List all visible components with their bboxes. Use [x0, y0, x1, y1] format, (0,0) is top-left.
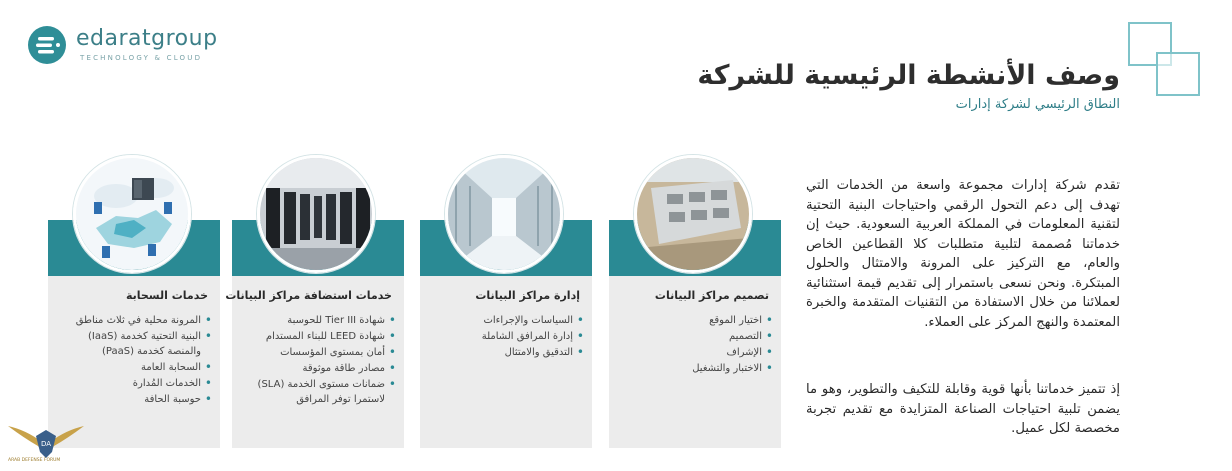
list-item: • السحابة العامة: [52, 360, 212, 375]
page-subtitle: النطاق الرئيسي لشركة إدارات: [955, 97, 1120, 112]
card-bullet-list: [52, 313, 212, 408]
list-item: • اختيار الموقع: [613, 313, 773, 328]
page-title: وصف الأنشطة الرئيسية للشركة: [697, 60, 1120, 91]
card-title: خدمات السحابة: [125, 289, 208, 302]
logo-tagline: TECHNOLOGY & CLOUD: [80, 54, 203, 62]
list-item: • ضمانات مستوى الخدمة (SLA) لاستمرا توفر المرافق: [236, 377, 396, 407]
list-item: • الاختبار والتشغيل: [613, 361, 773, 376]
card-bullet-list: [236, 313, 396, 408]
service-card-design: [609, 155, 781, 448]
watermark-badge: DA: [40, 440, 52, 448]
list-item: • البنية التحتية كخدمة (IaaS) والمنصة كخدمة (PaaS): [52, 329, 212, 359]
list-item: • السياسات والإجراءات: [424, 313, 584, 328]
card-title: خدمات استضافة مراكز البيانات: [225, 289, 392, 302]
decorative-square: [1156, 52, 1200, 96]
card-title: تصميم مراكز البيانات: [654, 289, 769, 302]
logo-mark-icon: [28, 26, 66, 64]
list-item: • شهادة LEED للبناء المستدام: [236, 329, 396, 344]
logo-name: edaratgroup: [76, 26, 218, 51]
description-paragraph: تقدم شركة إدارات مجموعة واسعة من الخدمات التي تهدف إلى دعم التحول الرقمي واحتياجات البنية التحتية لتقنية المعلومات في المملكة العربية السعودية. حيث إن خدماتنا مُصممة لتلبية متطلبات كلا القطاعين الخاص والعام، مع التركيز على المرونة والامتثال والحلول المبتكرة. ونحن نسعى باستمرار إلى تقديم قيمة استثنائية لعملائنا من خلال الاستفادة من التقنيات المتقدمة والخبرة المعتمدة والنهج المركز على العملاء.: [806, 178, 1120, 330]
card-bullet-list: [613, 313, 773, 377]
data-center-aisle-photo: [445, 155, 563, 273]
service-card-hosting: [225, 155, 404, 448]
list-item: • الإشراف: [613, 345, 773, 360]
list-item: • إدارة المرافق الشاملة: [424, 329, 584, 344]
list-item: • حوسبة الحافة: [52, 392, 212, 407]
card-title: إدارة مراكز البيانات: [475, 289, 580, 302]
server-racks-photo: [257, 155, 375, 273]
list-item: • التصميم: [613, 329, 773, 344]
list-item: • التدقيق والامتثال: [424, 345, 584, 360]
cloud-map-illustration: [73, 155, 191, 273]
watermark-text: ARAB DEFENSE FORUM: [8, 458, 61, 463]
list-item: • الخدمات المُدارة: [52, 376, 212, 391]
service-card-cloud: [48, 155, 220, 448]
card-bullet-list: [424, 313, 584, 361]
company-logo: [28, 24, 218, 70]
service-card-management: [420, 155, 592, 448]
list-item: • مصادر طاقة موثوقة: [236, 361, 396, 376]
list-item: • المرونة محلية في ثلاث مناطق: [52, 313, 212, 328]
list-item: • أمان بمستوى المؤسسات: [236, 345, 396, 360]
list-item: • شهادة Tier III للحوسبة: [236, 313, 396, 328]
description-paragraph-2: إذ تتميز خدماتنا بأنها قوية وقابلة للتكيف والتطوير، وهو ما يضمن تلبية احتياجات الصناعة المتزايدة مع تقديم تجربة مخصصة لكل عميل.: [806, 382, 1120, 436]
data-center-building-photo: [634, 155, 752, 273]
